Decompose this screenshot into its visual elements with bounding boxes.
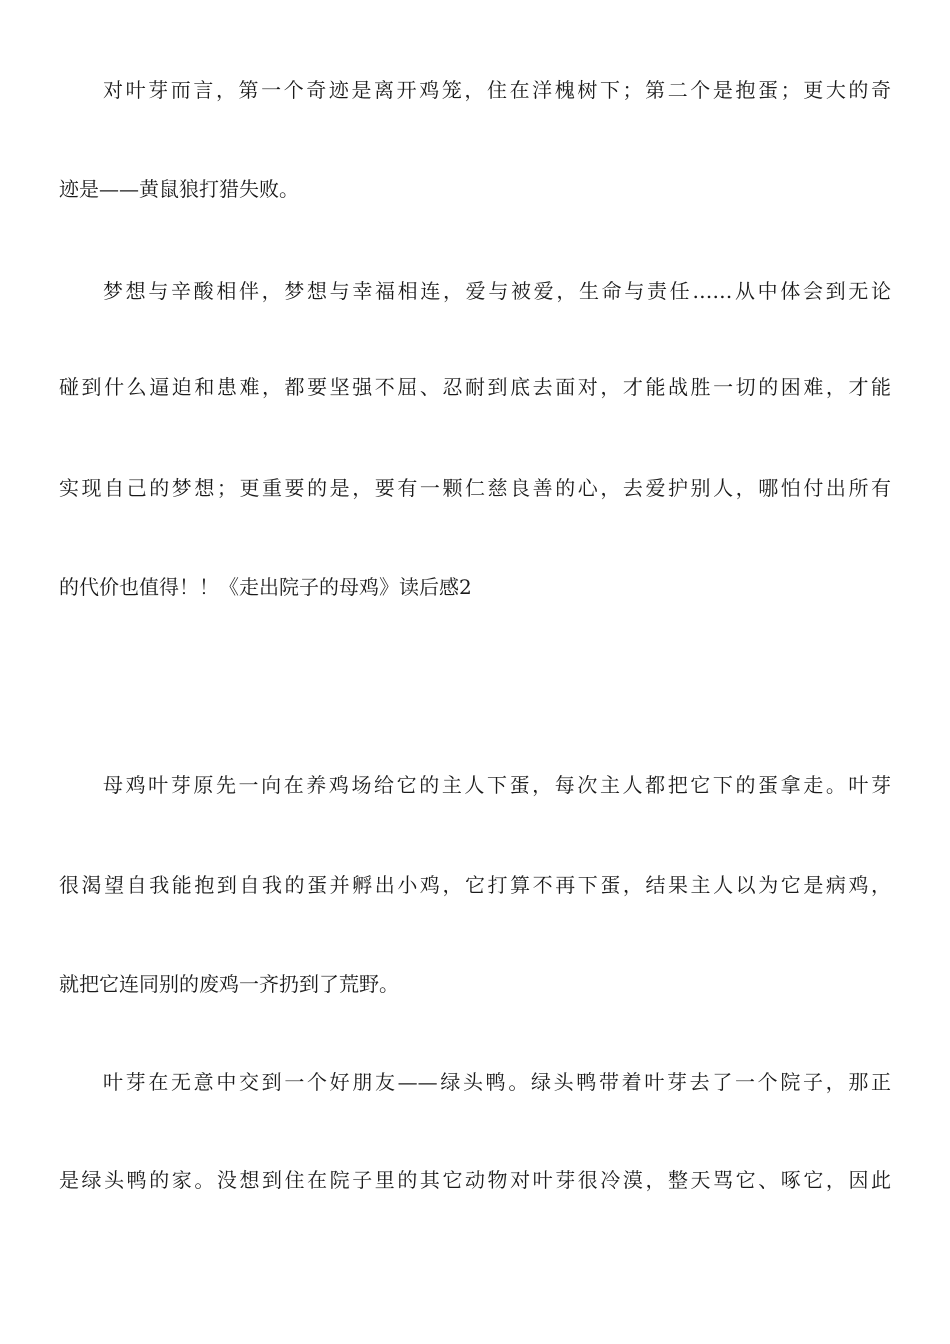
paragraph-2-line-4: 的代价也值得！！《走出院子的母鸡》读后感2 [59,575,472,599]
paragraph-3-line-1: 母鸡叶芽原先一向在养鸡场给它的主人下蛋，每次主人都把它下的蛋拿走。叶芽 [103,773,891,797]
paragraph-2-line-3: 实现自己的梦想；更重要的是，要有一颗仁慈良善的心，去爱护别人，哪怕付出所有 [59,476,891,500]
paragraph-4-line-1: 叶芽在无意中交到一个好朋友——绿头鸭。绿头鸭带着叶芽去了一个院子，那正 [103,1070,891,1094]
paragraph-2-line-2: 碰到什么逼迫和患难，都要坚强不屈、忍耐到底去面对，才能战胜一切的困难，才能 [59,375,891,399]
paragraph-1-line-2: 迹是——黄鼠狼打猎失败。 [59,177,299,201]
paragraph-3-line-2: 很渴望自我能抱到自我的蛋并孵出小鸡，它打算不再下蛋，结果主人以为它是病鸡， [59,873,891,897]
paragraph-2-line-1: 梦想与辛酸相伴，梦想与幸福相连，爱与被爱，生命与责任……从中体会到无论 [103,279,891,303]
paragraph-3-line-3: 就把它连同别的废鸡一齐扔到了荒野。 [59,972,399,996]
paragraph-1-line-1: 对叶芽而言，第一个奇迹是离开鸡笼，住在洋槐树下；第二个是抱蛋；更大的奇 [103,78,891,102]
paragraph-4-line-2: 是绿头鸭的家。没想到住在院子里的其它动物对叶芽很冷漠，整天骂它、啄它，因此 [59,1168,891,1192]
